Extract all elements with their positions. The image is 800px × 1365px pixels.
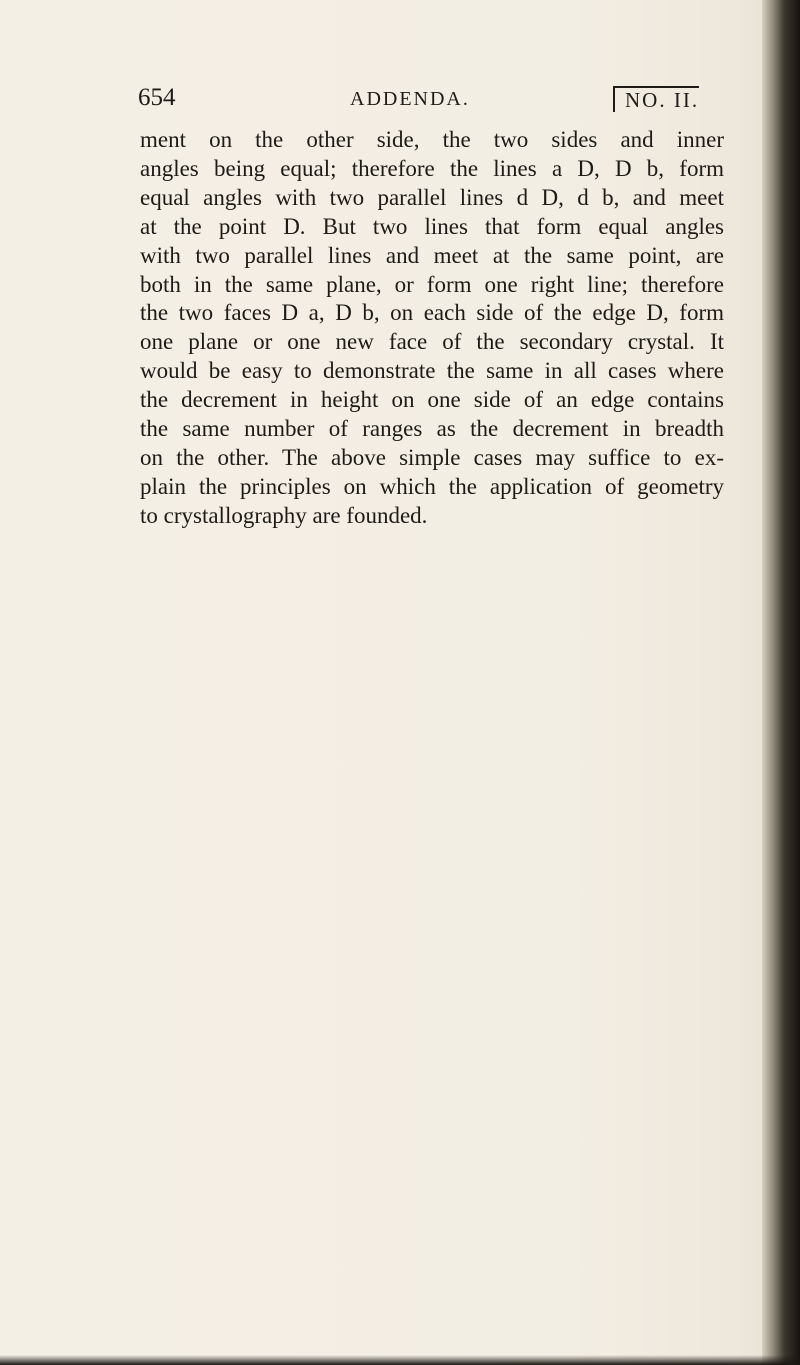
running-head bbox=[138, 84, 718, 118]
text-line: ment on the other side, the two sides and inner bbox=[140, 127, 724, 152]
text-line: with two parallel lines and meet at the same point, are bbox=[140, 242, 724, 268]
body-text bbox=[140, 126, 724, 531]
text-line: equal angles with two parallel lines d D, d b, and meet bbox=[140, 184, 724, 210]
text-line: on the other. The above simple cases may suffice to ex- bbox=[140, 444, 724, 470]
page-number: 654 bbox=[138, 84, 176, 111]
text-line: at the point D. But two lines that form equal angles bbox=[140, 213, 724, 239]
text-line: would be easy to demonstrate the same in all cases where bbox=[140, 358, 724, 384]
text-line: the decrement in height on one side of an edge contains bbox=[140, 387, 724, 413]
text-line: angles being equal; therefore the lines a D, D b, form bbox=[140, 155, 724, 181]
book-spine-edge bbox=[762, 0, 800, 1365]
running-title: ADDENDA. bbox=[350, 88, 470, 110]
text-line: one plane or one new face of the secondary crystal. It bbox=[140, 329, 724, 355]
page-bottom-edge bbox=[0, 1355, 800, 1365]
text-line: plain the principles on which the application of geometry bbox=[140, 473, 724, 499]
text-line: to crystallography are founded. bbox=[140, 502, 428, 528]
section-mark: NO. II. bbox=[613, 86, 699, 112]
text-line: the two faces D a, D b, on each side of the edge D, form bbox=[140, 300, 724, 326]
text-line: both in the same plane, or form one right line; therefore bbox=[140, 271, 724, 297]
text-line: the same number of ranges as the decrement in breadth bbox=[140, 416, 724, 442]
